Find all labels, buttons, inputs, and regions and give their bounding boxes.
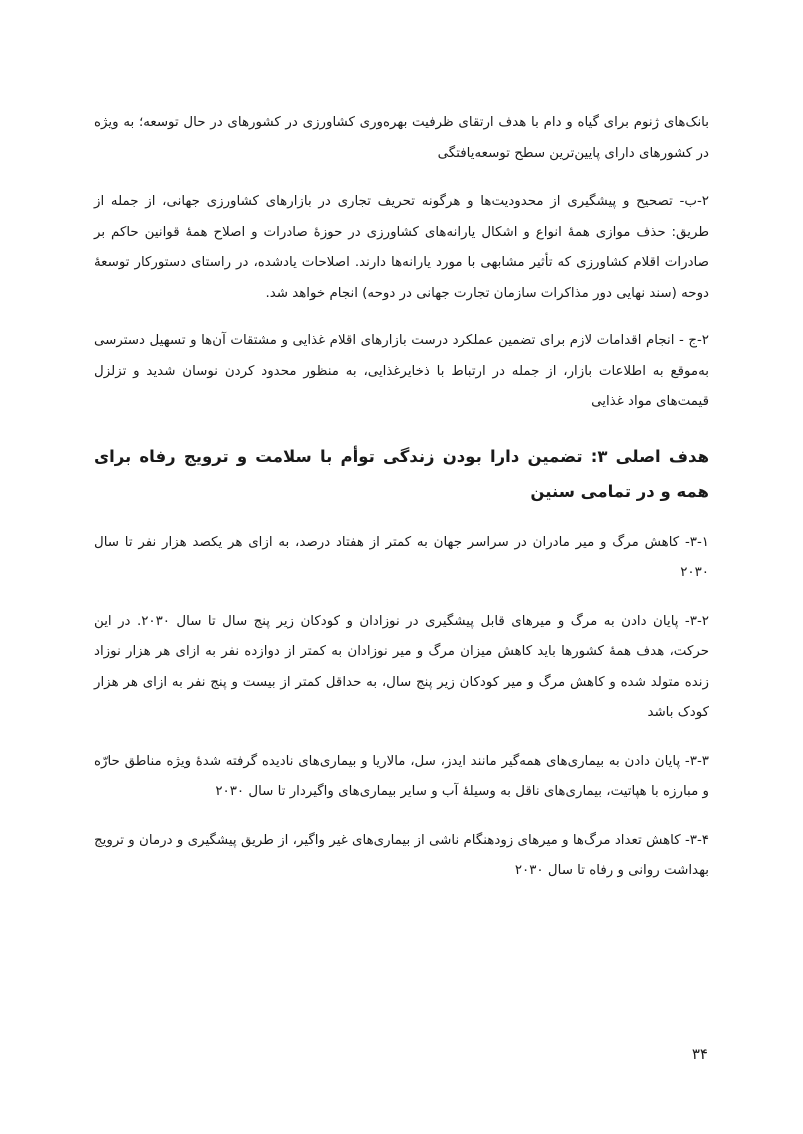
goal-item-3-3: ۳-۳- پایان دادن به بیماری‌های همه‌گیر مانند ایدز، سل، مالاریا و بیماری‌های نادیده گرفته شدهٔ ویژه مناطق حارّه و مبارزه با هپاتیت، بیماری‌های ناقل به وسیلهٔ آب و سایر بیماری‌های واگیردار تا سال ۲۰۳۰: [94, 753, 709, 799]
page-number: ۳۴: [691, 1045, 708, 1063]
paragraph-2c: ۲-ج - انجام اقدامات لازم برای تضمین عملکرد درست بازارهای اقلام غذایی و مشتقات آن‌ها و تسهیل دسترسی به‌موقع به اطلاعات بازار، از جمله در ارتباط با ذخایرغذایی، به منظور محدود کردن نوسان شدید و تزلزل قیمت‌های مواد غذایی: [94, 333, 709, 409]
goal-item-3-1: ۳-۱- کاهش مرگ و میر مادران در سراسر جهان به کمتر از هفتاد درصد، به ازای هر یکصد هزار نفر تا سال ۲۰۳۰: [94, 534, 709, 580]
goal-item-3-2: ۳-۲- پایان دادن به مرگ و میرهای قابل پیشگیری در نوزادان و کودکان زیر پنج سال تا سال ۲۰۳۰. در این حرکت، هدف همهٔ کشورها باید کاهش میزان مرگ و میر نوزادان به کمتر از دوازده نفر به ازای هر هزار نوزاد زنده متولد شده و کاهش مرگ و میر کودکان زیر پنج سال، به حداقل کمتر از بیست و پنج نفر به ازای هر هزار کودک باشد: [94, 613, 709, 720]
section-heading-goal-3: هدف اصلی ۳: تضمین دارا بودن زندگی توأم با سلامت و ترویج رفاه برای همه و در تمامی سنین: [94, 446, 710, 501]
paragraph-2b: ۲-ب- تصحیح و پیشگیری از محدودیت‌ها و هرگونه تحریف تجاری در بازارهای کشاورزی جهانی، از جمله از طریق: حذف موازی همهٔ انواع و اشکال یارانه‌های کشاورزی در حوزهٔ صادرات و اصلاح همهٔ قوانین حاکم بر صادرات اقلام کشاورزی که تأثیر مشابهی با مورد یارانه‌ها دارند. اصلاحات یادشده، در راستای دستورکار توسعهٔ دوحه (سند نهایی دور مذاکرات سازمان تجارت جهانی در دوحه) انجام خواهد شد.: [94, 194, 709, 301]
paragraph-genome-banks: بانک‌های ژنوم برای گیاه و دام با هدف ارتقای ظرفیت بهره‌وری کشاورزی در کشورهای در حال توسعه؛ به ویژه در کشورهای دارای پایین‌ترین سطح توسعه‌یافتگی: [94, 115, 709, 161]
goal-item-3-4: ۳-۴- کاهش تعداد مرگ‌ها و میرهای زودهنگام ناشی از بیماری‌های غیر واگیر، از طریق پیشگیری و درمان و ترویج بهداشت روانی و رفاه تا سال ۲۰۳۰: [94, 832, 709, 878]
